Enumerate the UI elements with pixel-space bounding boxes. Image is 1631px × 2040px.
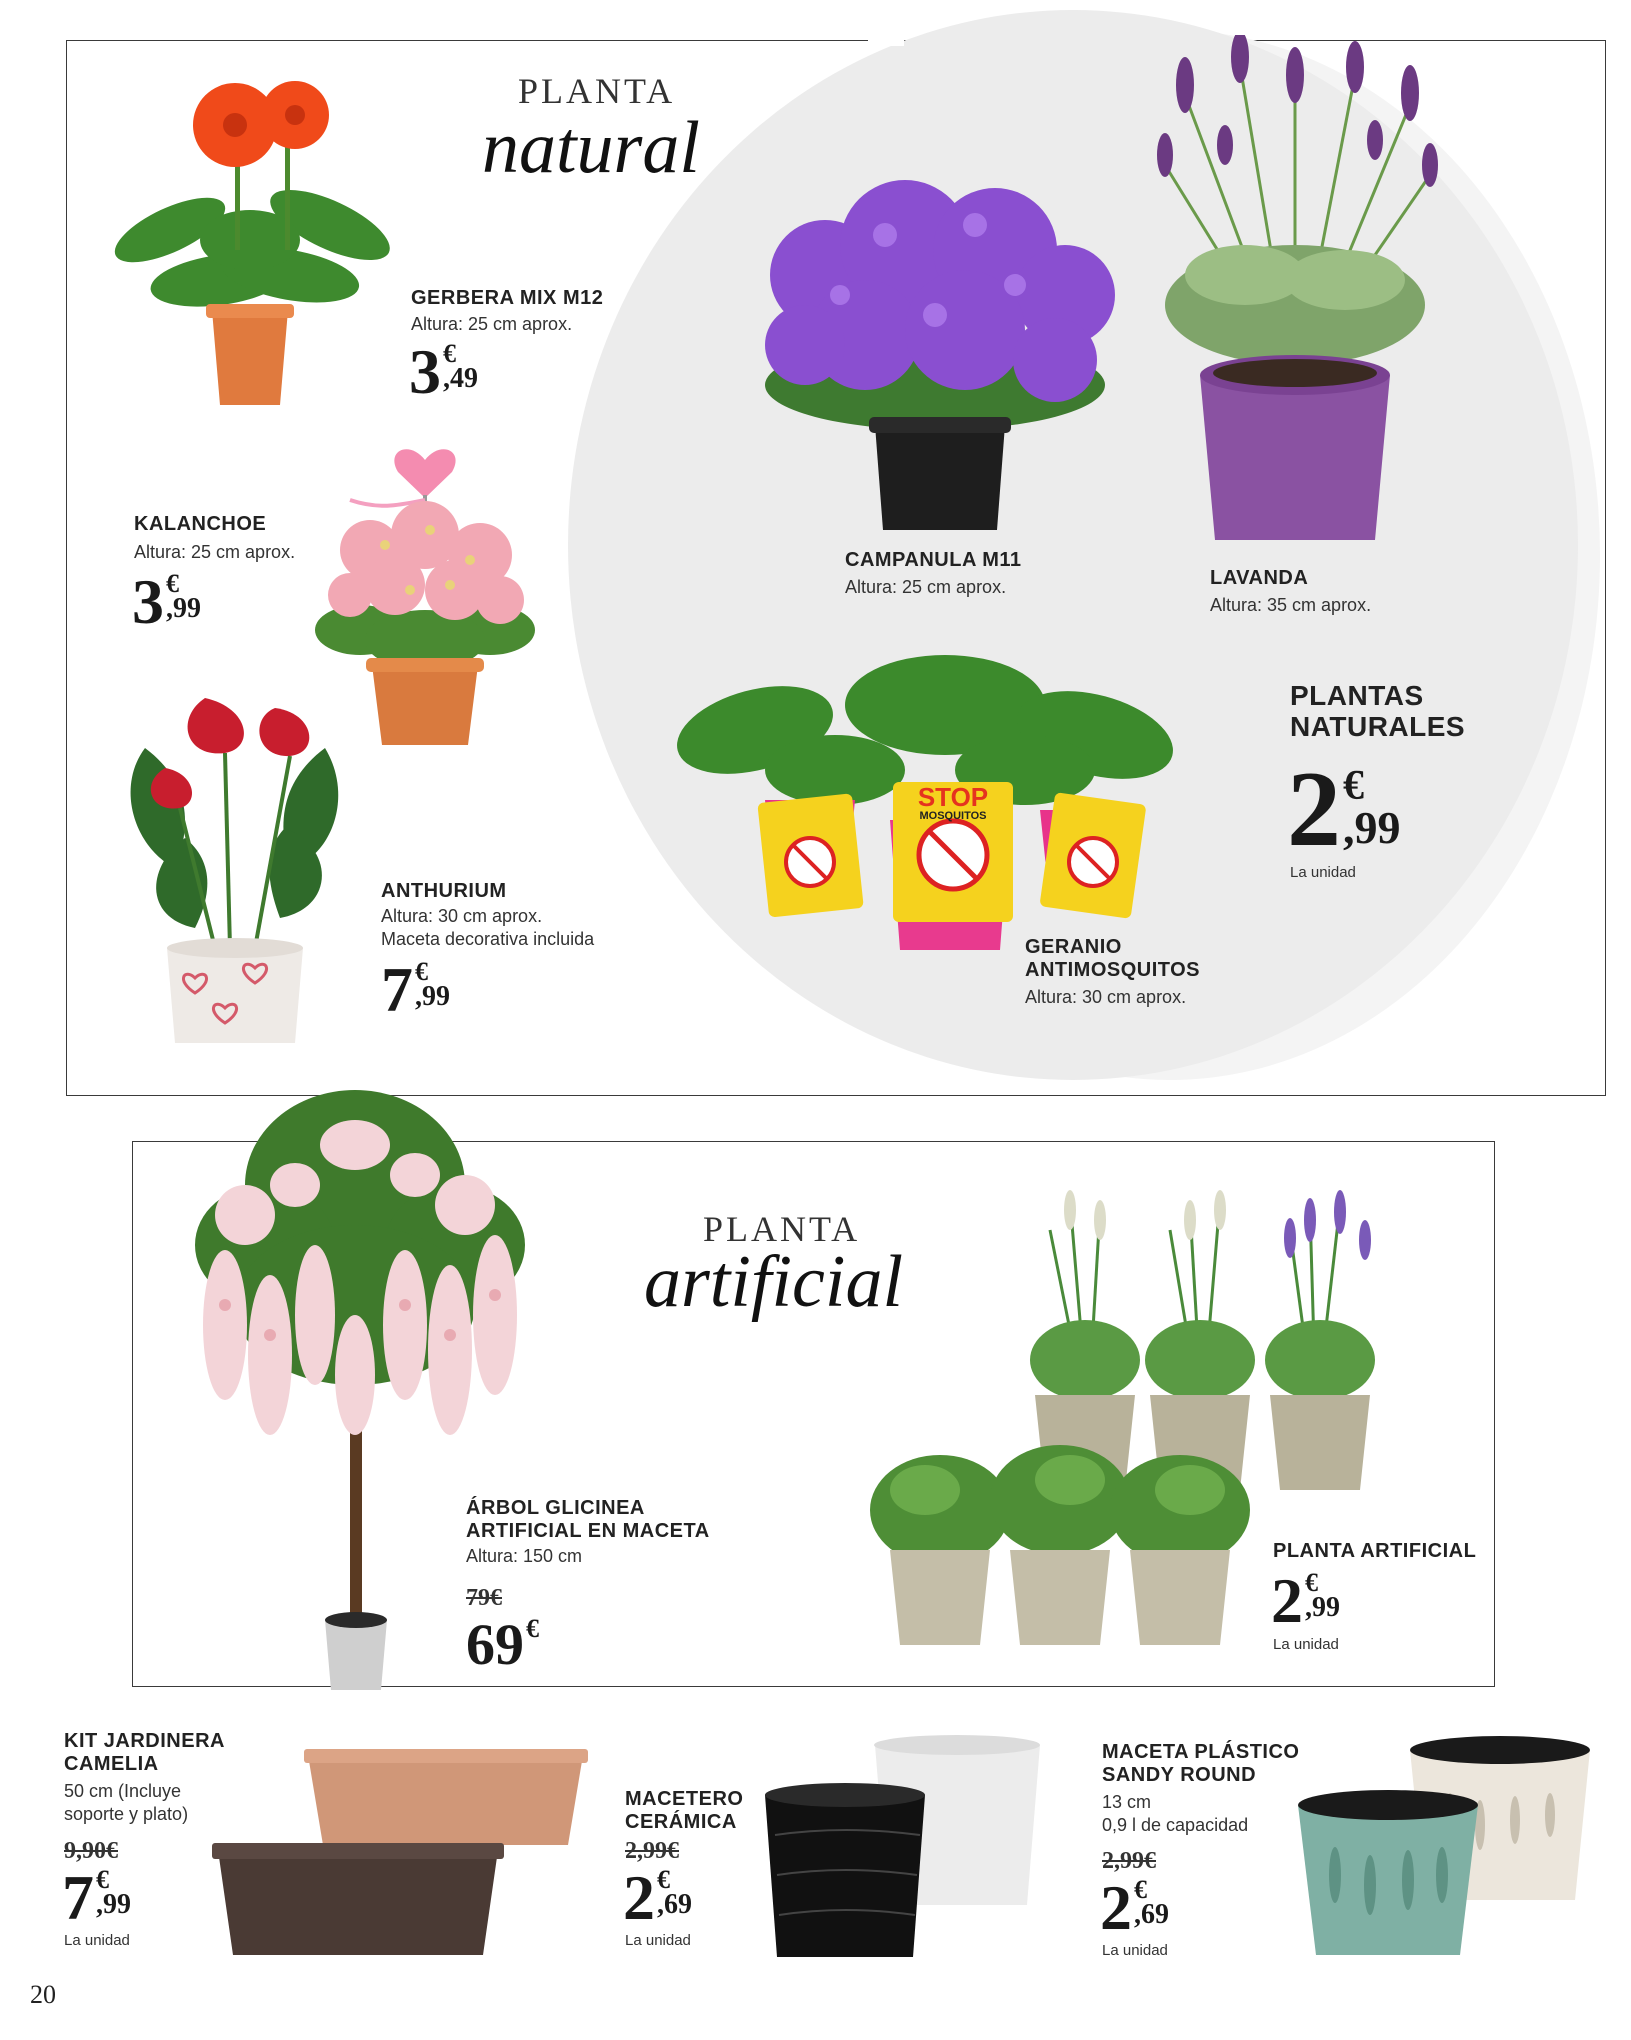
kit-name-line1: KIT JARDINERA (64, 1730, 225, 1752)
page-number: 20 (30, 1980, 56, 2009)
kalanchoe-desc: Altura: 25 cm aprox. (134, 542, 296, 562)
kalanchoe-price (132, 566, 201, 637)
kit-desc-line2: soporte y plato) (64, 1804, 189, 1824)
macetero-price-int: 2 (623, 1862, 655, 1933)
anthurium-desc: Altura: 30 cm aprox. (381, 906, 543, 926)
gerbera-image (100, 60, 400, 410)
kalanchoe-price-int: 3 (132, 566, 164, 637)
kit-price (62, 1862, 131, 1933)
kit-image (208, 1735, 593, 1960)
macetero-unit: La unidad (625, 1932, 691, 1949)
macetero-old-price: 2,99€ (625, 1838, 679, 1864)
anthurium-image (105, 668, 365, 1048)
kalanchoe-price-decimals: ,99 (166, 593, 201, 624)
glicinea-desc: Altura: 150 cm (466, 1546, 583, 1566)
gerbera-price-int: 3 (409, 336, 441, 407)
artificial-heading-top: PLANTA (703, 1209, 861, 1249)
artificial-heading-script: artificial (644, 1241, 903, 1323)
kit-price-currency: € (96, 1865, 109, 1894)
geranio-name-line2: ANTIMOSQUITOS (1025, 959, 1201, 981)
frame-gap (868, 34, 904, 46)
gerbera-price-currency: € (443, 339, 456, 368)
geranio-tag-line1: STOP (917, 782, 989, 812)
kit-price-decimals: ,99 (96, 1889, 131, 1920)
promo-line2: NATURALES (1290, 711, 1466, 742)
geranio-tag-text (893, 784, 1013, 822)
sandy-old-price: 2,99€ (1102, 1848, 1156, 1874)
sandy-desc-line2: 0,9 l de capacidad (1102, 1815, 1249, 1835)
gerbera-name: GERBERA MIX M12 (411, 287, 604, 309)
glicinea-price-currency: € (526, 1614, 539, 1643)
campanula-name: CAMPANULA M11 (845, 549, 1022, 571)
sandy-desc-line1: 13 cm (1102, 1792, 1152, 1812)
geranio-desc: Altura: 30 cm aprox. (1025, 987, 1187, 1007)
sandy-unit: La unidad (1102, 1942, 1168, 1959)
planta-artificial-image (870, 1180, 1440, 1650)
glicinea-name-line1: ÁRBOL GLICINEA (466, 1497, 645, 1519)
glicinea-price (466, 1612, 539, 1677)
macetero-image (755, 1735, 1055, 1960)
planta-artificial-price (1271, 1565, 1340, 1636)
planta-artificial-price-currency: € (1305, 1568, 1318, 1597)
kit-desc-line1: 50 cm (Incluye (64, 1781, 182, 1801)
sandy-name-line2: SANDY ROUND (1102, 1764, 1257, 1786)
anthurium-desc2: Maceta decorativa incluida (381, 929, 595, 949)
promo-unit: La unidad (1290, 864, 1356, 881)
anthurium-name: ANTHURIUM (381, 880, 507, 902)
sandy-price-currency: € (1134, 1875, 1147, 1904)
lavanda-image (1145, 35, 1445, 545)
macetero-price-decimals: ,69 (657, 1889, 692, 1920)
kit-name-line2: CAMELIA (64, 1753, 159, 1775)
gerbera-desc: Altura: 25 cm aprox. (411, 314, 573, 334)
glicinea-price-int: 69 (466, 1612, 524, 1677)
promo-price (1287, 750, 1401, 869)
campanula-desc: Altura: 25 cm aprox. (845, 577, 1007, 597)
macetero-name-line1: MACETERO (625, 1788, 744, 1810)
kalanchoe-name: KALANCHOE (134, 513, 267, 535)
planta-artificial-unit: La unidad (1273, 1636, 1339, 1653)
geranio-name-line1: GERANIO (1025, 936, 1122, 958)
anthurium-price-int: 7 (381, 954, 413, 1025)
planta-artificial-price-decimals: ,99 (1305, 1592, 1340, 1623)
macetero-price (623, 1862, 692, 1933)
geranio-tag-line2: MOSQUITOS (919, 810, 987, 822)
lavanda-name: LAVANDA (1210, 567, 1309, 589)
sandy-price (1100, 1872, 1169, 1943)
macetero-price-currency: € (657, 1865, 670, 1894)
sandy-price-int: 2 (1100, 1872, 1132, 1943)
promo-price-decimals: ,99 (1343, 802, 1401, 853)
kalanchoe-price-currency: € (166, 569, 179, 598)
natural-heading-top: PLANTA (518, 71, 676, 111)
kit-old-price: 9,90€ (64, 1838, 118, 1864)
gerbera-price-decimals: ,49 (443, 363, 478, 394)
glicinea-name-line2: ARTIFICIAL EN MACETA (466, 1520, 710, 1542)
promo-line1: PLANTAS (1290, 680, 1424, 711)
sandy-name-line1: MACETA PLÁSTICO (1102, 1741, 1300, 1763)
lavanda-desc: Altura: 35 cm aprox. (1210, 595, 1372, 615)
anthurium-price (381, 954, 450, 1025)
kit-unit: La unidad (64, 1932, 130, 1949)
kit-price-int: 7 (62, 1862, 94, 1933)
macetero-name-line2: CERÁMICA (625, 1811, 737, 1833)
campanula-image (745, 165, 1125, 535)
gerbera-price (409, 336, 478, 407)
promo-price-int: 2 (1287, 750, 1341, 869)
promo-price-currency: € (1343, 763, 1364, 809)
natural-heading-script: natural (482, 107, 700, 189)
sandy-image (1290, 1735, 1600, 1960)
sandy-price-decimals: ,69 (1134, 1899, 1169, 1930)
anthurium-price-currency: € (415, 957, 428, 986)
planta-artificial-name: PLANTA ARTIFICIAL (1273, 1540, 1477, 1562)
anthurium-price-decimals: ,99 (415, 981, 450, 1012)
glicinea-old-price: 79€ (466, 1585, 502, 1611)
planta-artificial-price-int: 2 (1271, 1565, 1303, 1636)
